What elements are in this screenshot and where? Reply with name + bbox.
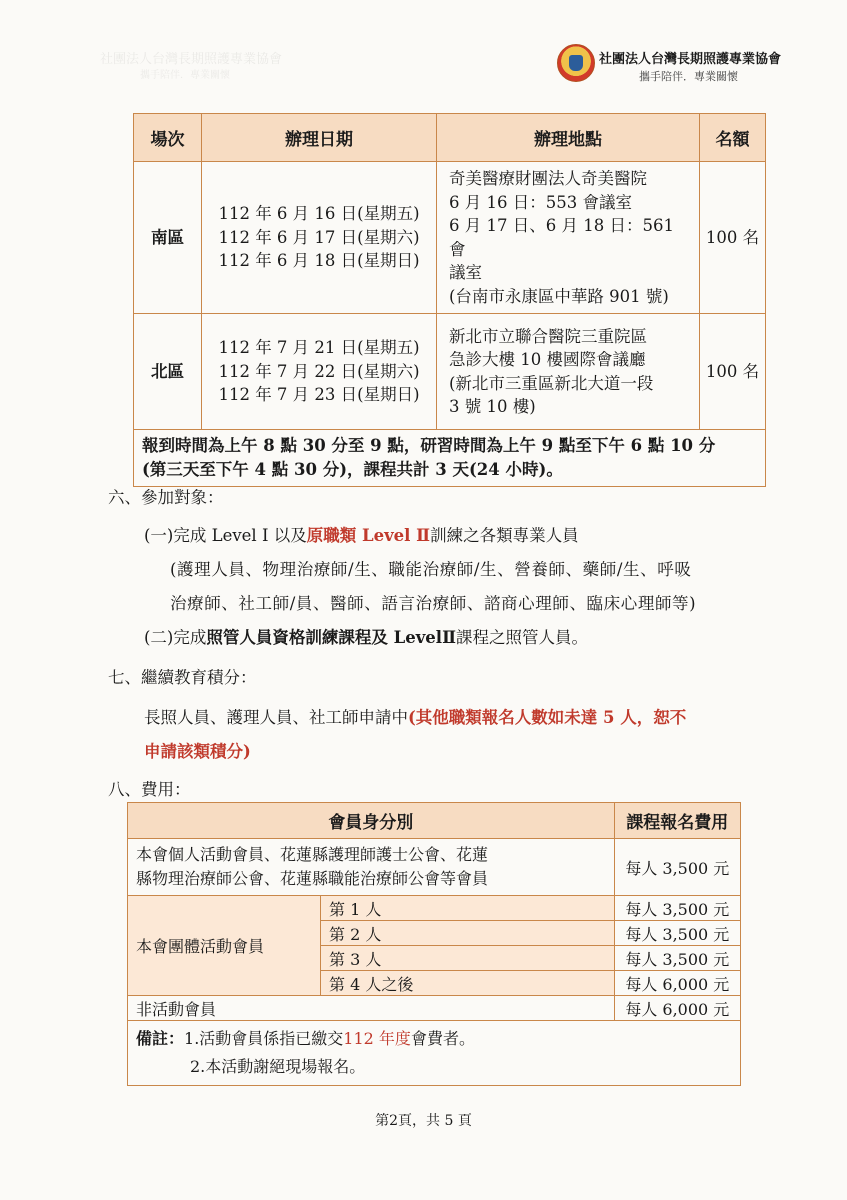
- fee-value: 每人 3,500 元: [614, 921, 740, 946]
- session-date: 112 年 7 月 22 日(星期六): [218, 361, 420, 381]
- schedule-table: [133, 113, 766, 487]
- section-6-title: 六、參加對象：: [108, 488, 224, 507]
- fee-value: 每人 6,000 元: [614, 971, 740, 996]
- schedule-header-row: [134, 114, 766, 162]
- item-2-suffix: 課程之照管人員。: [455, 628, 588, 647]
- eligible-professions-line: 治療師、社工師/員、醫師、語言治療師、諮商心理師、臨床心理師等): [170, 594, 697, 613]
- note-1-suffix: 會費者。: [410, 1029, 475, 1048]
- section-7-text: [144, 704, 686, 728]
- session-date: 112 年 6 月 16 日(星期五): [218, 204, 420, 224]
- area-name: 北區: [134, 314, 202, 430]
- fee-note-row: [128, 1021, 741, 1086]
- col-fee: 課程報名費用: [614, 803, 740, 839]
- location-line: 急診大樓 10 樓國際會議廳: [449, 350, 646, 369]
- item-1-highlight: 原職類 Level Ⅱ: [306, 526, 431, 545]
- bleed-text: 攜手陪伴．專業關懷: [140, 70, 230, 81]
- fee-value: 每人 3,500 元: [614, 946, 740, 971]
- section-6-item-1: [144, 522, 579, 546]
- member-type: 本會團體活動會員: [128, 896, 321, 996]
- schedule-row: [134, 314, 766, 430]
- org-name: 社團法人台灣長期照護專業協會: [599, 52, 782, 67]
- location-line: 6 月 16 日：553 會議室: [449, 192, 632, 212]
- fee-note: [128, 1021, 741, 1086]
- section-7-title: 七、繼續教育積分：: [108, 668, 257, 687]
- note-label: 備註：: [136, 1029, 185, 1048]
- session-location: [437, 314, 700, 430]
- col-location: 辦理地點: [437, 114, 700, 162]
- session-date: 112 年 7 月 21 日(星期五): [218, 338, 420, 358]
- fee-note-line-2: 2.本活動謝絕現場報名。: [190, 1057, 366, 1076]
- col-quota: 名額: [700, 114, 766, 162]
- member-type-line: 縣物理治療師公會、花蓮縣職能治療師公會等會員: [136, 869, 489, 888]
- bleed-text: 社團法人台灣長期照護專業協會: [100, 52, 283, 67]
- member-type: 非活動會員: [128, 996, 615, 1021]
- section-8-title: 八、費用：: [108, 780, 191, 799]
- page-number: 第2頁，共 5 頁: [375, 1113, 472, 1129]
- location-line: 新北市立聯合醫院三重院區: [449, 326, 647, 346]
- member-type: [128, 839, 615, 896]
- org-header: [557, 44, 782, 94]
- schedule-note: [134, 430, 766, 487]
- session-date: 112 年 7 月 23 日(星期日): [218, 385, 420, 405]
- fee-row: [128, 839, 741, 896]
- fee-row: [128, 996, 741, 1021]
- location-line: 議室: [449, 263, 482, 282]
- org-logo-icon: [557, 44, 595, 82]
- session-location: [437, 162, 700, 314]
- fee-value: 每人 6,000 元: [614, 996, 740, 1021]
- fee-header-row: [128, 803, 741, 839]
- schedule-note-row: [134, 430, 766, 487]
- fee-value: 每人 3,500 元: [614, 839, 740, 896]
- schedule-row: [134, 162, 766, 314]
- member-type-line: 本會個人活動會員、花蓮縣護理師護士公會、花蓮: [136, 845, 489, 864]
- col-session: 場次: [134, 114, 202, 162]
- session-dates: [202, 314, 437, 430]
- schedule-note-line: (第三天至下午 4 點 30 分)，課程共計 3 天(24 小時)。: [142, 460, 563, 479]
- session-quota: 100 名: [700, 314, 766, 430]
- session-date: 112 年 6 月 18 日(星期日): [218, 251, 420, 271]
- col-date: 辦理日期: [202, 114, 437, 162]
- org-tagline: 攜手陪伴．專業關懷: [639, 70, 738, 83]
- location-line: 6 月 17 日、6 月 18 日：561 會: [449, 216, 674, 259]
- item-2-prefix: (二)完成: [144, 628, 207, 647]
- fee-value: 每人 3,500 元: [614, 896, 740, 921]
- session-dates: [202, 162, 437, 314]
- location-line: (台南市永康區中華路 901 號): [449, 286, 669, 306]
- fee-note-line-1: [136, 1025, 732, 1053]
- location-line: (新北市三重區新北大道一段: [449, 373, 654, 393]
- fee-table: [127, 802, 741, 1086]
- credit-condition-cont: 申請該類積分): [144, 742, 251, 761]
- item-1-suffix: 訓練之各類專業人員: [430, 526, 579, 545]
- section-6-item-2: [144, 624, 588, 648]
- note-1-highlight: 112 年度: [343, 1029, 411, 1048]
- note-1-prefix: 1.活動會員係指已繳交: [184, 1029, 344, 1048]
- item-2-highlight: 照管人員資格訓練課程及 LevelⅡ: [206, 628, 456, 647]
- credit-applicants: 長照人員、護理人員、社工師申請中: [144, 708, 408, 727]
- member-order: 第 2 人: [321, 921, 615, 946]
- schedule-note-line: 報到時間為上午 8 點 30 分至 9 點，研習時間為上午 9 點至下午 6 點 10 分: [142, 436, 716, 455]
- area-name: 南區: [134, 162, 202, 314]
- session-date: 112 年 6 月 17 日(星期六): [218, 227, 420, 247]
- session-quota: 100 名: [700, 162, 766, 314]
- eligible-professions-line: (護理人員、物理治療師/生、職能治療師/生、營養師、藥師/生、呼吸: [170, 560, 692, 579]
- fee-row: [128, 896, 741, 921]
- item-1-prefix: (一)完成 Level I 以及: [144, 526, 307, 545]
- location-line: 3 號 10 樓): [449, 397, 536, 416]
- location-line: 奇美醫療財團法人奇美醫院: [449, 169, 647, 188]
- member-order: 第 3 人: [321, 946, 615, 971]
- member-order: 第 1 人: [321, 896, 615, 921]
- member-order: 第 4 人之後: [321, 971, 615, 996]
- credit-condition: (其他職類報名人數如未達 5 人，恕不: [408, 708, 687, 727]
- col-member-type: 會員身分別: [128, 803, 615, 839]
